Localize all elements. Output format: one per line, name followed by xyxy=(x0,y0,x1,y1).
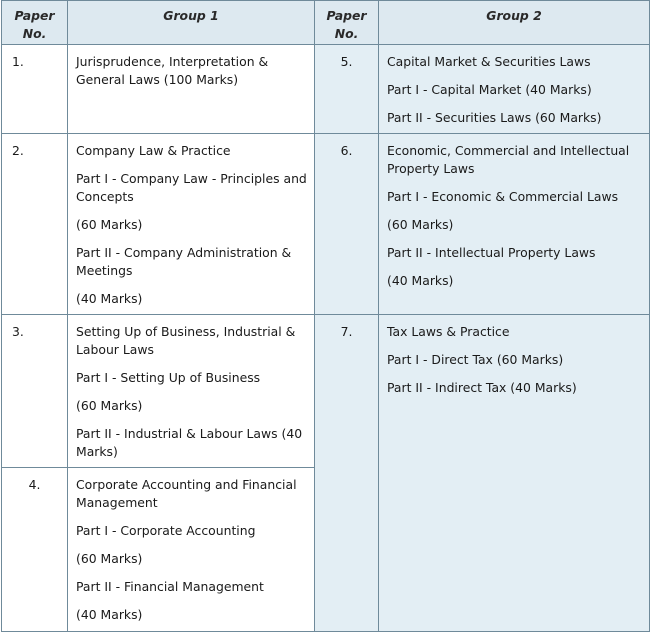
paper-line: (40 Marks) xyxy=(387,273,454,288)
paper-number: 2. xyxy=(2,134,68,315)
table-row xyxy=(2,134,650,315)
paper-line: Part II - Indirect Tax (40 Marks) xyxy=(387,380,577,395)
paper-number: 7. xyxy=(315,315,379,632)
table-row xyxy=(2,315,650,468)
paper-details xyxy=(68,468,315,632)
header-paper-no-group2: Paper No. xyxy=(315,1,379,45)
paper-line: Part I - Company Law - Principles and Concepts xyxy=(76,171,307,204)
paper-line: Part II - Company Administration & Meetings xyxy=(76,245,292,278)
table-row xyxy=(2,45,650,134)
paper-details xyxy=(68,45,315,134)
paper-details xyxy=(379,315,650,632)
paper-line: (40 Marks) xyxy=(76,291,143,306)
paper-line: Part II - Financial Management xyxy=(76,579,264,594)
header-group1: Group 1 xyxy=(68,1,315,45)
paper-line: (60 Marks) xyxy=(76,217,143,232)
paper-line: Capital Market & Securities Laws xyxy=(387,54,591,69)
paper-details xyxy=(379,134,650,315)
paper-line: Part I - Corporate Accounting xyxy=(76,523,256,538)
paper-line: Part II - Intellectual Property Laws xyxy=(387,245,596,260)
paper-details xyxy=(68,134,315,315)
paper-line: Part II - Securities Laws (60 Marks) xyxy=(387,110,602,125)
header-row xyxy=(2,1,650,45)
paper-line: Setting Up of Business, Industrial & Labour Laws xyxy=(76,324,296,357)
paper-line: Jurisprudence, Interpretation & General Laws (100 Marks) xyxy=(76,54,269,87)
paper-line: Tax Laws & Practice xyxy=(387,324,510,339)
paper-details xyxy=(68,315,315,468)
paper-line: (60 Marks) xyxy=(76,398,143,413)
paper-details xyxy=(379,45,650,134)
paper-number: 5. xyxy=(315,45,379,134)
header-group2: Group 2 xyxy=(379,1,650,45)
paper-line: (60 Marks) xyxy=(76,551,143,566)
paper-line: (40 Marks) xyxy=(76,607,143,622)
syllabus-table xyxy=(1,0,650,632)
paper-line: Part I - Direct Tax (60 Marks) xyxy=(387,352,564,367)
header-paper-no-group1: Paper No. xyxy=(2,1,68,45)
paper-line: Corporate Accounting and Financial Management xyxy=(76,477,297,510)
paper-line: Part I - Capital Market (40 Marks) xyxy=(387,82,592,97)
paper-line: Economic, Commercial and Intellectual Property Laws xyxy=(387,143,630,176)
paper-line: Part I - Setting Up of Business xyxy=(76,370,261,385)
paper-line: (60 Marks) xyxy=(387,217,454,232)
paper-line: Part I - Economic & Commercial Laws xyxy=(387,189,619,204)
paper-number: 3. xyxy=(2,315,68,468)
paper-number: 1. xyxy=(2,45,68,134)
paper-line: Company Law & Practice xyxy=(76,143,231,158)
paper-number: 4. xyxy=(2,468,68,632)
paper-line: Part II - Industrial & Labour Laws (40 Marks) xyxy=(76,426,303,459)
paper-number: 6. xyxy=(315,134,379,315)
